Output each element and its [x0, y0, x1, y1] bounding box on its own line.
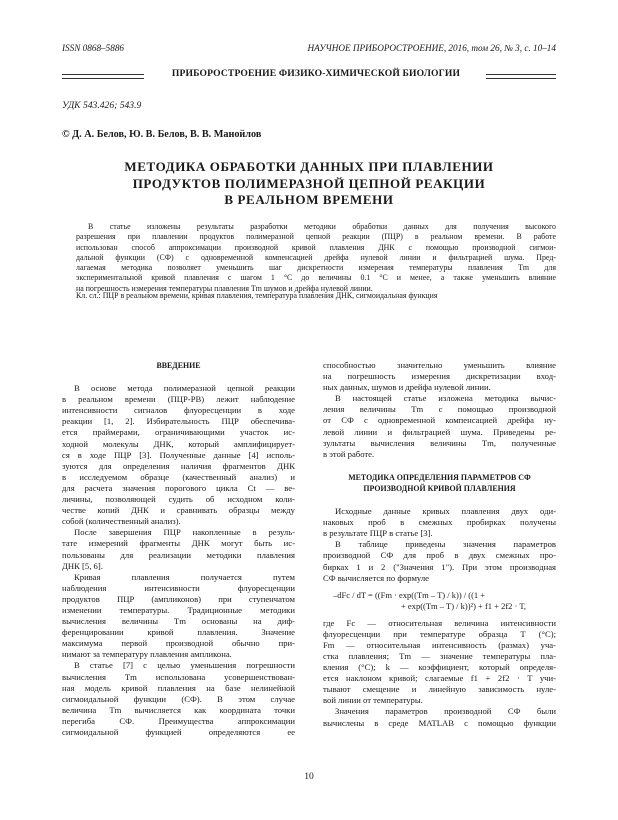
text-line: В настоящей статье изложена методика вычис- [335, 393, 556, 404]
abstract-line: на погрешность измерения температуры плавления Tm шумов и дрейфа нулевой линии. [76, 283, 373, 293]
text-line: наковых проб в смежных пробирках получены [323, 517, 556, 528]
text-line: В таблице приведены значения параметров [335, 539, 556, 550]
section-heading-introduction: ВВЕДЕНИЕ [156, 361, 201, 370]
formula [323, 590, 556, 612]
text-line: СФ вычисляется по формуле [323, 572, 429, 583]
text-line: ся в ходе ПЦР [3]. Полученные данные [4] исполь- [62, 449, 295, 460]
text-line: продуктов ПЦР (ампликонов) при ступенчатом [62, 593, 295, 604]
text-line: наблюдения интенсивности флуоресценции [62, 582, 295, 593]
page-number: 10 [304, 771, 314, 782]
right-column [323, 360, 556, 729]
abstract-line: лагаемая методика позволяет уменьшить шаг дискретности измерения температуры плавления Tm для [76, 263, 556, 273]
text-line: Fm — относительная интенсивность (размах) уча- [323, 639, 556, 650]
abstract-line: использован способ аппроксимации производной кривой плавления ДНК с помощью производной сигмои- [76, 242, 556, 252]
text-line: В статье [7] с целью уменьшения погрешности [74, 660, 295, 671]
text-line: на погрешность измерения дискретизации вход- [323, 371, 556, 382]
text-line: стка плавления; Tm — значение температуры пла- [323, 650, 556, 661]
text-line: тате измерений фрагменты ДНК могут быть ис- [62, 538, 295, 549]
journal-issn: ISSN 0868–5886 [62, 43, 125, 53]
text-line: в исследуемом образце (качественный анализ) и [62, 471, 295, 482]
text-line: ется праймерами, ограничивающими участок ис- [62, 427, 295, 438]
text-line: ференцировании кривой плавления. Значение [62, 627, 295, 638]
authors: © Д. А. Белов, Ю. В. Белов, В. В. Манойлов [62, 129, 262, 140]
abstract [76, 222, 556, 294]
formula-line: + exp((Tm – T) / k))²) + f1 + 2f2 · T, [401, 600, 527, 611]
text-line: от СФ с одновременной компенсацией дрейфа ну- [323, 415, 556, 426]
abstract-line: В статье изложены результаты разработки методики обработки данных для получения высокого [88, 222, 556, 231]
abstract-line: экспериментальной кривой плавления с шагом 1 °С до величины 0.1 °С и менее, а также уменьшить влияние [76, 273, 556, 283]
text-line: в результате ПЦР в статье [3]. [323, 528, 433, 539]
text-line: ления величины Tm с помощью производной [323, 404, 556, 415]
formula-line: –dFc / dT = ((Fm · exp((Tm – T) / k)) / ((1 + [333, 589, 486, 600]
text-line: бирках 1 и 2 ("Значения 1"). При этом производная [323, 561, 556, 572]
journal-citation: НАУЧНОЕ ПРИБОРОСТРОЕНИЕ, 2016, том 26, № 3, с. 10–14 [307, 43, 556, 53]
text-line: изменении температуры. Традиционные методики [62, 604, 295, 615]
text-line: Исходные данные кривых плавления двух оди- [335, 506, 556, 517]
text-line: После завершения ПЦР накопленные в резуль- [74, 527, 295, 538]
section-rule-right [486, 74, 556, 79]
text-line: личины, позволяющей судить об исходном коли- [62, 494, 295, 505]
text-line: вычислены в среде MATLAB с помощью функции [323, 717, 556, 728]
text-line: способностью значительно уменьшить влияние [323, 360, 556, 370]
text-line: сигмоидальной функции (СФ). В этом случае [62, 693, 295, 704]
text-line: тывают смещение и линейную зависимость нуле- [323, 684, 556, 695]
text-line: ходной молекулы ДНК, который амплифицирует- [62, 438, 295, 449]
left-column [62, 360, 295, 738]
text-line: перегиба СФ. Преимущества аппроксимации [62, 715, 295, 726]
section-heading-method: МЕТОДИКА ОПРЕДЕЛЕНИЯ ПАРАМЕТРОВ СФ [348, 472, 531, 482]
title-line: ПРОДУКТОВ ПОЛИМЕРАЗНОЙ ЦЕПНОЙ РЕАКЦИИ [132, 175, 486, 191]
text-line: реакции [1, 2]. Избирательность ПЦР обеспечива- [62, 416, 295, 427]
text-line: ных данных, шумов и дрейфа нулевой линии. [323, 382, 491, 393]
title-line: В РЕАЛЬНОМ ВРЕМЕНИ [224, 192, 394, 207]
section-title: ПРИБОРОСТРОЕНИЕ ФИЗИКО-ХИМИЧЕСКОЙ БИОЛОГИИ [171, 68, 461, 79]
title-line: МЕТОДИКА ОБРАБОТКИ ДАННЫХ ПРИ ПЛАВЛЕНИИ [124, 159, 494, 174]
text-line: производной СФ для проб в двух смежных про- [323, 550, 556, 561]
text-line: вычисления Tm использована усовершенствован- [62, 671, 295, 682]
text-line: ная модель кривой плавления на базе нелинейной [62, 682, 295, 693]
udk-code: УДК 543.426; 543.9 [62, 100, 142, 111]
text-line: пользованы для реализации методики плавления [62, 549, 295, 560]
article-title [62, 159, 556, 209]
abstract-line: дальной функции (СФ) с одновременной компенсацией дрейфа нулевой линии и фильтрацией шума. Пред- [76, 252, 556, 262]
text-line: Значения параметров производной СФ были [335, 706, 556, 717]
text-line: в этой работе. [323, 448, 375, 459]
text-line: честве копий ДНК и сравнивать образцы между [62, 505, 295, 516]
keywords: Кл. сл.: ПЦР в реальном времени, кривая плавления, температура плавления ДНК, сигмоидальная функция [76, 291, 438, 300]
text-line: Кривая плавления получается путем [74, 571, 295, 582]
text-line: в реальном времени (ПЦР-РВ) лежит наблюдение [62, 394, 295, 405]
abstract-line: разрешения при плавлении продуктов полимеразной цепной реакции (ПЦР) в реальном времени. В работе [76, 232, 556, 242]
text-line: зуются для определения наличия фрагментов ДНК [62, 460, 295, 471]
text-line: сигмоидальной функцией определяются ее [62, 727, 295, 737]
text-line: вой линии от температуры. [323, 695, 423, 706]
text-line: ДНК [5, 6]. [62, 560, 103, 571]
text-line: левой линии и фильтрацией шума. Приведены ре- [323, 426, 556, 437]
text-line: флуоресценции при температуре образца T (°С); [323, 628, 556, 639]
text-line: В основе метода полимеразной цепной реакции [74, 383, 295, 394]
section-rule-left [62, 74, 144, 79]
text-line: вления (°С); k — коэффициент, который определя- [323, 662, 556, 673]
text-line: ется наклоном кривой; слагаемые f1 + 2f2 · T учи- [323, 673, 556, 684]
text-line: максимума первой производной обычно при- [62, 638, 295, 649]
text-line: для расчета значения порогового цикла Ct — ве- [62, 482, 295, 493]
text-line: величина Tm вычисляется как координата точки [62, 704, 295, 715]
section-heading-method-line2: ПРОИЗВОДНОЙ КРИВОЙ ПЛАВЛЕНИЯ [363, 483, 516, 493]
text-line: собой (количественный анализ). [62, 516, 181, 527]
text-line: нимают за температуру плавления ампликона. [62, 649, 232, 660]
text-line: вычисления величины Tm основаны на диф- [62, 616, 295, 627]
text-line: где Fc — относительная величина интенсивности [323, 617, 556, 628]
text-line: зультаты вычисления величины Tm, полученные [323, 437, 556, 448]
text-line: интенсивности сигналов флуоресценции в ходе [62, 405, 295, 416]
